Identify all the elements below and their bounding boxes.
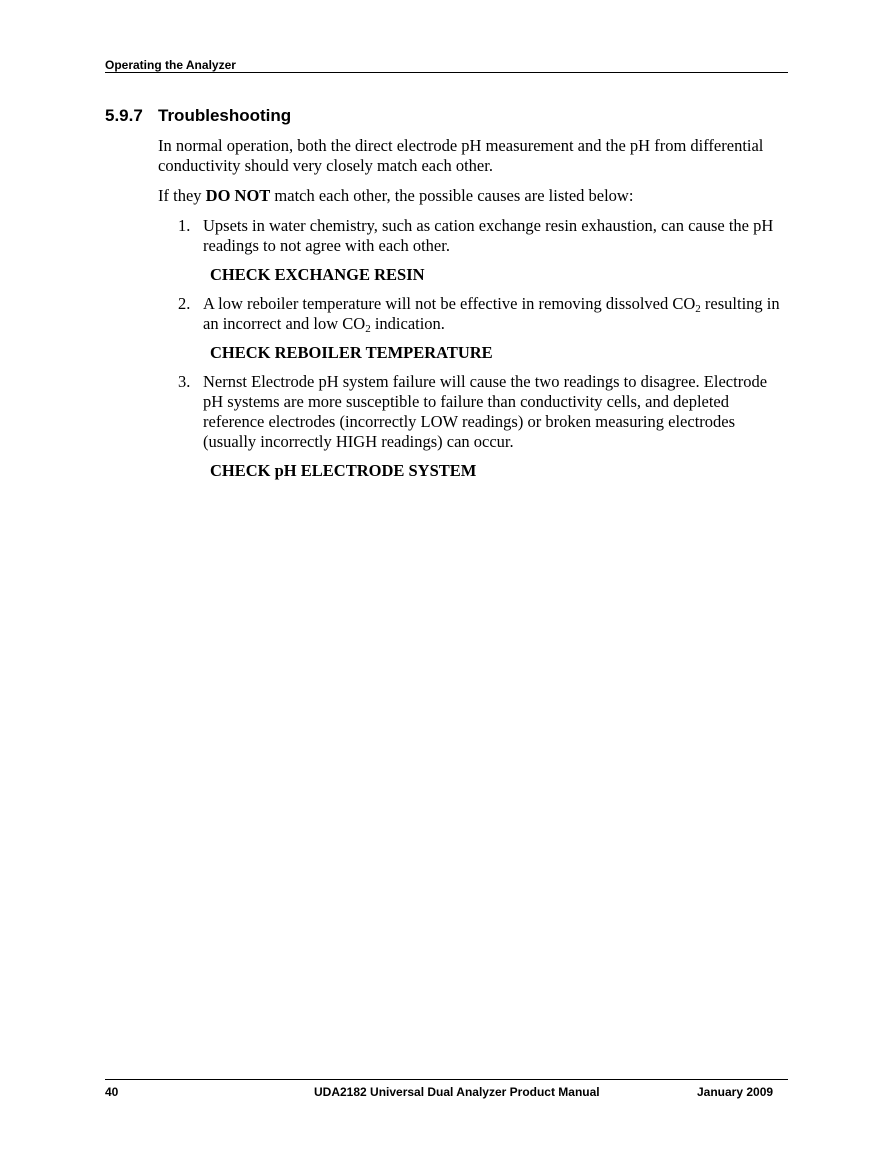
list-marker: 2. [178, 294, 191, 313]
check-action: CHECK EXCHANGE RESIN [210, 265, 425, 284]
text-segment: indication. [370, 314, 445, 333]
check-action: CHECK REBOILER TEMPERATURE [210, 343, 493, 362]
list-marker: 3. [178, 372, 191, 391]
lead-paragraph [158, 186, 790, 206]
subscript: 2 [365, 323, 371, 335]
intro-paragraph: In normal operation, both the direct electrode pH measurement and the pH from differential conductivity should very closely match each other. [158, 136, 764, 175]
footer-rule [105, 1079, 788, 1080]
list-item-text: Upsets in water chemistry, such as cation exchange resin exhaustion, can cause the pH readings to not agree with each other. [203, 216, 774, 255]
check-action: CHECK pH ELECTRODE SYSTEM [210, 461, 477, 480]
section-heading [105, 106, 291, 126]
running-header: Operating the Analyzer [105, 58, 788, 73]
section-number: 5.9.7 [105, 106, 143, 125]
text-segment: resulting in an incorrect and low CO [203, 294, 780, 333]
section-body [158, 136, 790, 490]
list-item [158, 216, 790, 285]
page-number: 40 [105, 1085, 119, 1099]
lead-emphasis: DO NOT [205, 186, 271, 205]
section-title: Troubleshooting [158, 106, 292, 125]
lead-text-before: If they [158, 186, 206, 205]
lead-text-after: match each other, the possible causes are listed below: [270, 186, 634, 205]
text-segment: A low reboiler temperature will not be effective in removing dissolved CO [203, 294, 696, 313]
list-marker: 1. [178, 216, 191, 235]
subscript: 2 [695, 303, 701, 315]
list-item [158, 294, 790, 363]
list-item-text: Nernst Electrode pH system failure will cause the two readings to disagree. Electrode pH systems are more susceptible to failure than conductivity cells, and depleted reference electrodes (incorrectly LOW readings) or broken measuring electrodes (usually incorrectly HIGH readings) can occur. [203, 372, 768, 451]
causes-list [158, 216, 790, 481]
list-item-text [203, 294, 790, 334]
manual-title: UDA2182 Universal Dual Analyzer Product Manual [314, 1085, 600, 1099]
list-item [158, 372, 790, 481]
publication-date: January 2009 [697, 1085, 774, 1099]
